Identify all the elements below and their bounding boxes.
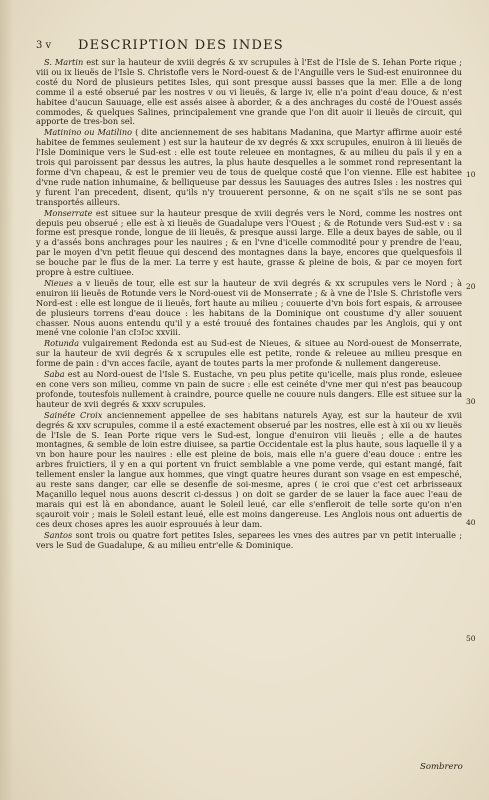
island-name: Sainéte Croix	[44, 409, 103, 420]
paragraph-saba	[36, 370, 462, 410]
paragraph-text: vulgairement Redonda est au Sud-est de Nieues, & situee au Nord-ouest de Monserrate, sur la hauteur de xvii degrés & x scrupules elle est petite, ronde & releuee au milieu presque en forme de pain : d'vn acces facile, ayant de toutes parts la mer profonde & nullement dangereuse.	[36, 338, 462, 369]
island-name: Nieues	[44, 277, 73, 288]
page-header	[36, 40, 456, 56]
margin-number: 30	[466, 397, 476, 406]
island-name: Santos	[44, 529, 73, 540]
island-name: Saba	[44, 369, 65, 380]
island-name: Monserrate	[44, 207, 93, 218]
main-text	[36, 58, 462, 758]
island-name: Matinino ou Matilino	[44, 127, 133, 138]
paragraph-santos	[36, 531, 462, 551]
paragraph-sainte-croix	[36, 411, 462, 530]
catchword: Sombrero	[420, 762, 463, 772]
paragraph-text: est sur la hauteur de xviii degrés & xv scrupules à l'Est de l'Isle de S. Iehan Porte rique ; viii ou ix lieuës de l'Isle S. Christofle vers le Nord-ouest & de l'Anguille vers le Sud-est enuironnee du costé du Nord de plusieurs petites Isles, qui sont presque aussi basses que la mer. Elle a de long comme il a esté obserué par les nostres v ou vi lieuës, & large iv, elle n'a point d'eau douce, & n'est habitee d'aucun Sauuage, elle est assés aisee à aborder, & a des anchrages du costé de l'Ouest assés commodes, & quelques Salines, principalement vne grande que l'on dit auoir ii lieuës de circuit, qui apporte de tres-bon sel.	[36, 58, 462, 127]
paragraph-matinino	[36, 128, 462, 207]
margin-number: 50	[466, 634, 476, 643]
paragraph-saint-martin	[36, 58, 462, 127]
paragraph-text: ( dite anciennement de ses habitans Madanina, que Martyr affirme auoir esté habitee de femmes seulement ) est sur la hauteur de xv degrés & xxx scrupules, enuiron à iii lieuës de l'Isle Dominique vers le Sud-est : elle est toute releuee en montagnes, & au milieu du païs il y en a trois qui paroissent par dessus les autres, la plus haute desquelles a le sommet rond representant la forme d'vn chapeau, & est le premier veu de tous de quelque costé que l'on vienne. Elle est habitee d'vne rude nation inhumaine, & belliqueuse par dessus les Sauuages des autres Isles : les nostres qui y furent l'an precedent, disent, qu'ils n'y trouuerent personne, & on ne sçait s'ils ne se sont pas transportés ailleurs.	[36, 127, 462, 207]
margin-line-numbers	[466, 0, 486, 800]
paragraph-text: sont trois ou quatre fort petites Isles, separees les vnes des autres par vn petit interualle ; vers le Sud de Guadalupe, & au milieu entr'elle & Dominique.	[36, 529, 462, 550]
paragraph-monserrate	[36, 209, 462, 278]
page-number: 3 v	[36, 40, 52, 51]
page-gutter-shadow	[0, 0, 14, 800]
paragraph-text: anciennement appellee de ses habitans naturels Ayay, est sur la hauteur de xvii degrés & xxv scrupules, comme il a esté exactement obserué par les nostres, elle est à xii ou xv lieuës de l'Isle de S. Iean Porte rique vers le Sud-est, longue d'enuiron viii lieuës ; elle a de hautes montagnes, & semble de loin estre diuisee, sa partie Occidentale est la plus haute, sous laquelle il y a vn bon haure pour les nauires : elle est pleine de bois, mais elle n'a guere d'eau douce : entre les arbres fruictiers, il y en a qui portent vn fruict semblable a vne pome verde, qui estant mangé, fait tellement ensler la langue aux hommes, que vingt quatre heures durant son vsage en est empesché, au reste sans danger, car elle se desenfle de soi-mesme, apres ( ie croi que c'est cet arbrisseaux Maçanillo lequel nous auons descrit ci-dessus ) on doit se garder de se lauer la face auec l'eau de marais qui est là en abondance, auant le Soleil leué, car elle s'enfleroit de telle sorte qu'on n'en sçauroit voir ; mais le Soleil estant leué, elle est moins dangereuse. Les Anglois nous ont aduertis de ces deux choses apres les auoir esprouués à leur dam.	[36, 409, 462, 529]
running-title: DESCRIPTION DES INDES	[78, 38, 284, 53]
paragraph-text: a v lieuës de tour, elle est sur la hauteur de xvii degrés & xx scrupules vers le Nord ; à enuiron iii lieuës de Rotunde vers le Nord-ouest vii de Monserrate ; & à vne de l'Isle S. Christofle vers Nord-est : elle est longue de ii lieuës, fort haute au milieu ; couuerte d'vn bois fort espais, & arrousee de plusieurs torrens d'eau douce : les habitans de la Dominique ont coustume d'y aller souuent chasser. Nous auons entendu qu'il y a esté trouué des fontaines chaudes par les Anglois, qui y ont mené vne colonie l'an cIↄIↄc xxviii.	[36, 277, 462, 338]
paragraph-nieues	[36, 279, 462, 338]
margin-number: 20	[466, 282, 476, 291]
margin-number: 40	[466, 518, 476, 527]
margin-number: 10	[466, 170, 476, 179]
island-name: S. Martin	[44, 58, 84, 67]
paragraph-text: est au Nord-ouest de l'Isle S. Eustache, vn peu plus petite qu'icelle, mais plus ronde, esleuee en cone vers son milieu, comme vn pain de sucre : elle est ceinéte d'vne mer qui n'est pas beaucoup profonde, toutesfois nullement à craindre, pource quelle ne couure nuls dangers. Elle est situee sur la hauteur de xvii degrés & xxxv scrupules.	[36, 369, 462, 409]
paragraph-text: est situee sur la hauteur presque de xviii degrés vers le Nord, comme les nostres ont depuis peu obserué ; elle est à xi lieuës de Guadalupe vers l'Ouest ; & de Rotunde vers Sud-est v : sa forme est presque ronde, longue de iii lieuës, & presque aussi large. Elle a deux bayes de sable, ou il y a d'assés bons anchrages pour les nauires ; & en l'vne d'icelle commodité pour y prendre de l'eau, par le moyen d'vn petit fleuue qui descend des montagnes dans la baye, encores que quelquesfois il se bouche par le flus de la mer. La terre y est haute, grasse & pleine de bois, & par ce moyen fort propre à estre cultiuee.	[36, 207, 462, 278]
island-name: Rotunda	[44, 338, 80, 349]
paragraph-rotunda	[36, 339, 462, 369]
